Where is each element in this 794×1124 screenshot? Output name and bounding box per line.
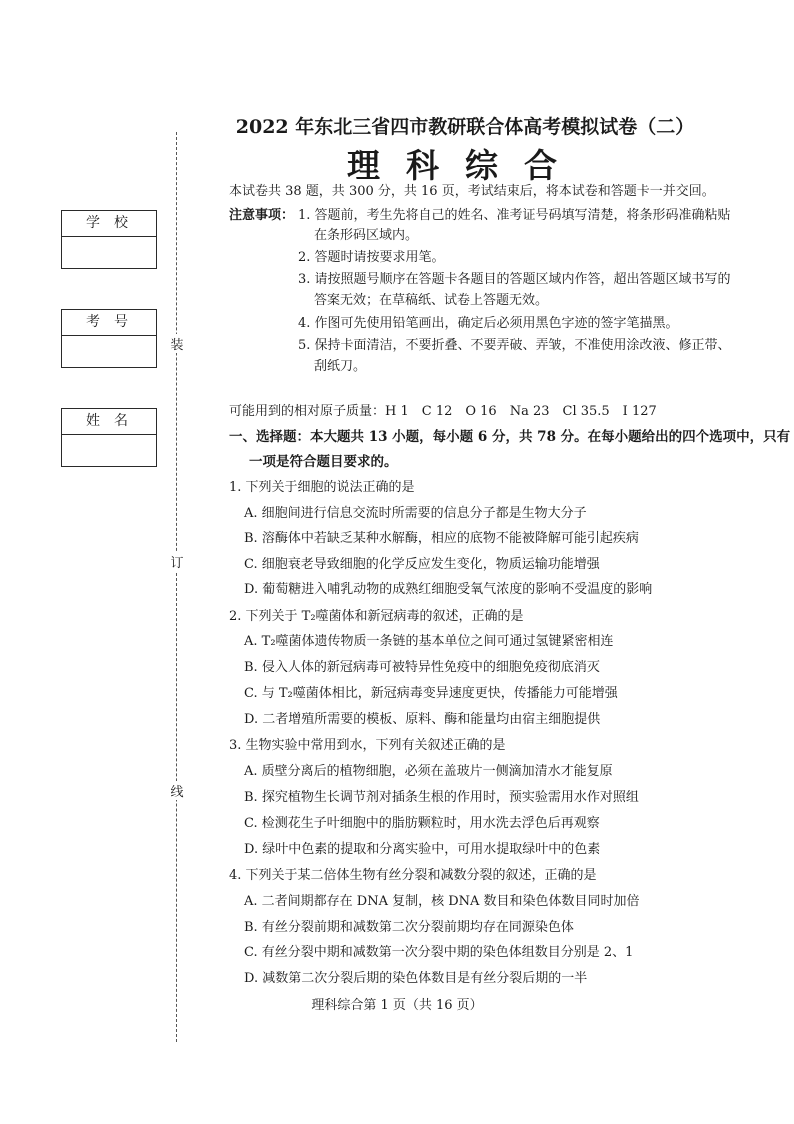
section-heading-line-2: 一项是符合题目要求的。 [249, 454, 398, 470]
name-field[interactable] [62, 435, 156, 466]
notes-label: 注意事项： [229, 208, 295, 223]
name-label: 姓名 [62, 409, 156, 435]
question-3-option-c: C. 检测花生子叶细胞中的脂肪颗粒时，用水洗去浮色后再观察 [244, 816, 600, 831]
subject-title: 理科综合 [347, 146, 583, 185]
note-4: 4. 作图可先使用铅笔画出，确定后必须用黑色字迹的签字笔描黑。 [298, 316, 679, 331]
note-5-line-1: 5. 保持卡面清洁，不要折叠、不要弄破、弄皱，不准使用涂改液、修正带、 [298, 338, 731, 353]
section-heading-line-1: 一、选择题：本大题共 13 小题，每小题 6 分，共 78 分。在每小题给出的四个选项中，只有 [229, 429, 791, 445]
name-box [61, 408, 157, 467]
exam-number-box [61, 309, 157, 368]
note-5-line-2: 刮纸刀。 [314, 359, 367, 374]
exam-number-field[interactable] [62, 336, 156, 367]
note-2: 2. 答题时请按要求用笔。 [298, 250, 445, 265]
binding-label-zhuang: 装 [168, 334, 186, 353]
question-1-stem: 1. 下列关于细胞的说法正确的是 [229, 480, 415, 495]
question-2-stem: 2. 下列关于 T₂噬菌体和新冠病毒的叙述，正确的是 [229, 609, 524, 624]
question-2-option-c: C. 与 T₂噬菌体相比，新冠病毒变异速度更快，传播能力可能增强 [244, 686, 618, 701]
school-label: 学校 [62, 211, 156, 237]
question-2-option-d: D. 二者增殖所需要的模板、原料、酶和能量均由宿主细胞提供 [244, 712, 601, 727]
question-3-option-d: D. 绿叶中色素的提取和分离实验中，可用水提取绿叶中的色素 [244, 842, 601, 857]
question-1-option-d: D. 葡萄糖进入哺乳动物的成熟红细胞受氧气浓度的影响不受温度的影响 [244, 582, 653, 597]
question-3-option-a: A. 质壁分离后的植物细胞，必须在盖玻片一侧滴加清水才能复原 [244, 764, 613, 779]
question-3-option-b: B. 探究植物生长调节剂对插条生根的作用时，预实验需用水作对照组 [244, 790, 639, 805]
school-box [61, 210, 157, 269]
note-3-line-1: 3. 请按照题号顺序在答题卡各题目的答题区域内作答，超出答题区域书写的 [298, 272, 731, 287]
question-4-option-a: A. 二者间期都存在 DNA 复制，核 DNA 数目和染色体数目同时加倍 [244, 894, 640, 909]
intro-text: 本试卷共 38 题，共 300 分，共 16 页，考试结束后，将本试卷和答题卡一并交回。 [229, 184, 715, 199]
binding-label-ding: 订 [168, 552, 186, 571]
question-1-option-a: A. 细胞间进行信息交流时所需要的信息分子都是生物大分子 [244, 506, 587, 521]
school-field[interactable] [62, 237, 156, 268]
question-2-option-a: A. T₂噬菌体遗传物质一条链的基本单位之间可通过氢键紧密相连 [244, 634, 614, 649]
question-3-stem: 3. 生物实验中常用到水，下列有关叙述正确的是 [229, 738, 506, 753]
question-4-option-c: C. 有丝分裂中期和减数第一次分裂中期的染色体组数目分别是 2、1 [244, 945, 634, 960]
binding-label-xian: 线 [168, 781, 186, 800]
question-2-option-b: B. 侵入人体的新冠病毒可被特异性免疫中的细胞免疫彻底消灭 [244, 660, 600, 675]
question-4-option-b: B. 有丝分裂前期和减数第二次分裂前期均存在同源染色体 [244, 920, 574, 935]
question-4-option-d: D. 减数第二次分裂后期的染色体数目是有丝分裂后期的一半 [244, 971, 588, 986]
question-4-stem: 4. 下列关于某二倍体生物有丝分裂和减数分裂的叙述，正确的是 [229, 868, 597, 883]
question-1-option-b: B. 溶酶体中若缺乏某种水解酶，相应的底物不能被降解可能引起疾病 [244, 531, 639, 546]
atomic-mass-line: 可能用到的相对原子质量：H 1 C 12 O 16 Na 23 Cl 35.5 I 127 [229, 404, 657, 419]
exam-title: 2022 年东北三省四市教研联合体高考模拟试卷（二） [235, 116, 695, 138]
note-1-line-1: 1. 答题前，考生先将自己的姓名、准考证号码填写清楚，将条形码准确粘贴 [298, 208, 731, 223]
binding-line [176, 132, 177, 1042]
note-3-line-2: 答案无效；在草稿纸、试卷上答题无效。 [314, 293, 549, 308]
note-1-line-2: 在条形码区域内。 [314, 228, 419, 243]
page-footer: 理科综合第 1 页（共 16 页） [311, 998, 483, 1013]
question-1-option-c: C. 细胞衰老导致细胞的化学反应发生变化，物质运输功能增强 [244, 557, 600, 572]
exam-number-label: 考号 [62, 310, 156, 336]
